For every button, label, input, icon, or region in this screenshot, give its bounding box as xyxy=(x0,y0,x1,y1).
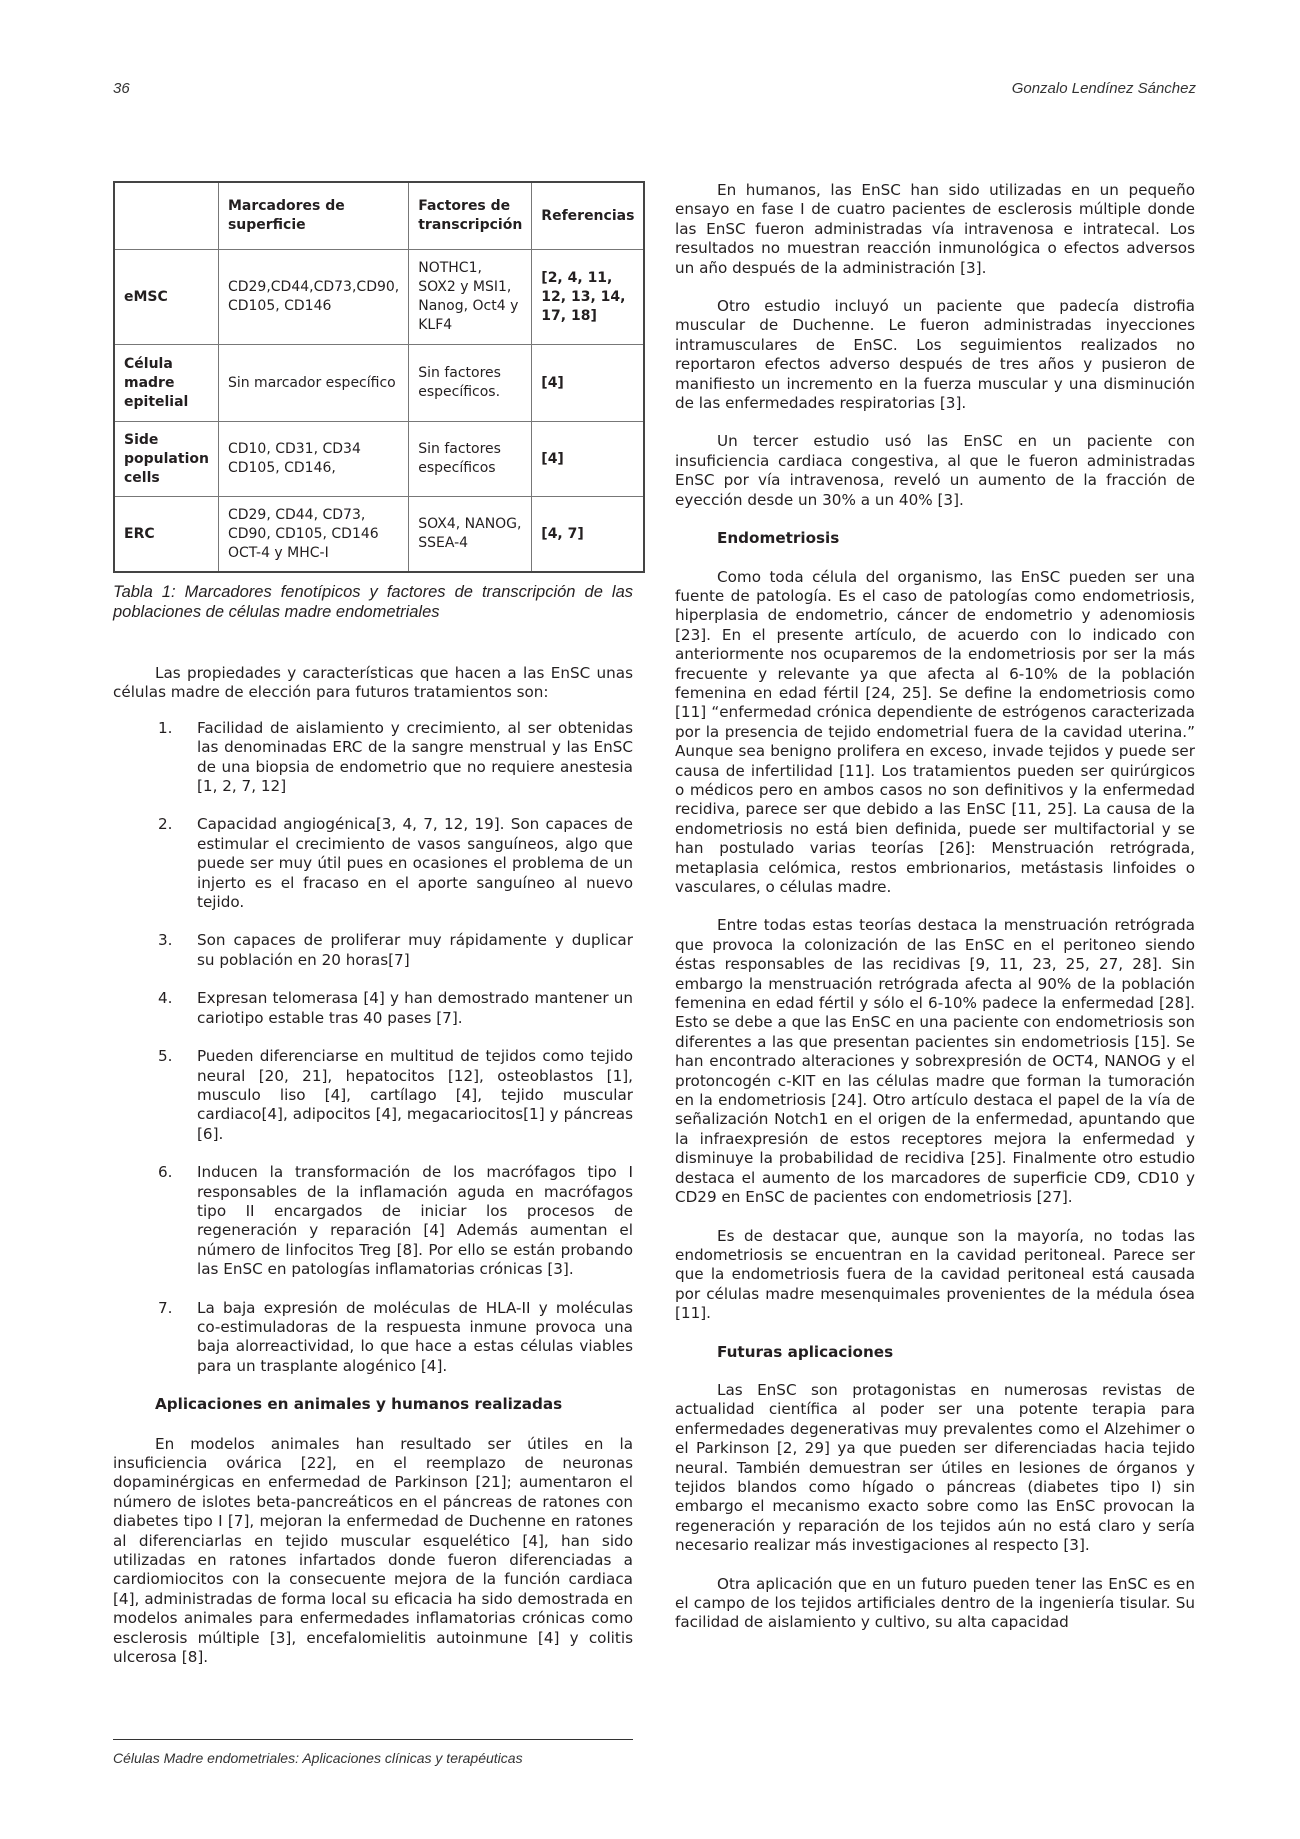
list-number: 7. xyxy=(158,1298,173,1317)
table-row xyxy=(114,497,644,573)
list-item-text: Facilidad de aislamiento y crecimiento, al ser obtenidas las denominadas ERC de la sangre menstrual y las EnSC de una biopsia de endometrio que no requiere anestesia [1, 2, 7, 12] xyxy=(197,718,633,796)
table-header-row xyxy=(114,182,644,250)
table-caption: Tabla 1: Marcadores fenotípicos y factores de transcripción de las poblaciones de células madre endometriales xyxy=(113,583,633,621)
table-cell: eMSC xyxy=(114,250,218,345)
table-cell: NOTHC1, SOX2 y MSI1, Nanog, Oct4 y KLF4 xyxy=(409,250,532,345)
page-number: 36 xyxy=(113,80,130,97)
list-item-text: Capacidad angiogénica[3, 4, 7, 12, 19]. Son capaces de estimular el crecimiento de vasos sanguíneos, algo que puede ser muy útil pues en ocasiones el problema de un injerto es el fracaso en el aporte sanguíneo al nuevo tejido. xyxy=(197,815,633,912)
table-cell: CD29,CD44,CD73,CD90, CD105, CD146 xyxy=(218,250,408,345)
running-footer: Células Madre endometriales: Aplicaciones clínicas y terapéuticas xyxy=(113,1750,523,1766)
section-heading-endometriosis: Endometriosis xyxy=(717,529,840,548)
table-cell: Sin marcador específico xyxy=(218,345,408,422)
list-item xyxy=(113,1163,633,1279)
list-item xyxy=(113,1047,633,1144)
table-header-cell: Factores de transcripción xyxy=(409,182,532,250)
list-number: 1. xyxy=(158,718,173,737)
markers-table xyxy=(113,181,645,573)
list-item-text: Inducen la transformación de los macrófagos tipo I responsables de la inflamación aguda en macrófagos tipo II encargados de iniciar los procesos de regeneración y reparación [4] Además aumentan el número de linfocitos Treg [8]. Por ello se están probando las EnSC en patologías inflamatorias crónicas [3]. xyxy=(197,1163,633,1279)
body-paragraph: Las EnSC son protagonistas en numerosas revistas de actualidad científica al poder ser una potente terapia para enfermedades degenerativas muy prevalentes como el Alzehimer o el Parkinson [2, 29] ya que pueden ser diferenciadas hacia tejido neural. También demuestran ser útiles en lesiones de órganos y tejidos blandos como hígado o páncreas (diabetes tipo I) sin embargo el mecanismo exacto sobre como las EnSC provocan la regeneración y reparación de los tejidos aún no está claro y sería necesario realizar más investigaciones al respecto [3]. xyxy=(675,1380,1195,1555)
list-item xyxy=(113,815,633,912)
body-paragraph: Es de destacar que, aunque son la mayoría, no todas las endometriosis se encuentran en la cavidad peritoneal. Parece ser que la endometriosis fuera de la cavidad peritoneal está causada por células madre mesenquimales provenientes de la médula ósea [11]. xyxy=(675,1226,1195,1323)
section-heading-future: Futuras aplicaciones xyxy=(717,1342,894,1361)
list-item xyxy=(113,719,633,797)
table-cell: Sin factores específicos. xyxy=(409,345,532,422)
table-cell: CD10, CD31, CD34 CD105, CD146, xyxy=(218,422,408,497)
table-cell: [4, 7] xyxy=(532,497,645,573)
table-cell: Side population cells xyxy=(114,422,218,497)
table-header-cell xyxy=(114,182,218,250)
list-number: 2. xyxy=(158,815,173,834)
table-cell: [4] xyxy=(532,422,645,497)
footer-divider xyxy=(113,1739,633,1740)
table-cell: [4] xyxy=(532,345,645,422)
table-header-cell: Marcadores de superficie xyxy=(218,182,408,250)
list-item-text: La baja expresión de moléculas de HLA-II y moléculas co-estimuladoras de la respuesta inmune provoca una baja alorreactividad, lo que hace a estas células viables para un trasplante alogénico [4]. xyxy=(197,1298,633,1375)
properties-list xyxy=(113,719,633,1376)
list-item xyxy=(113,989,633,1028)
body-paragraph: Como toda célula del organismo, las EnSC pueden ser una fuente de patología. Es el caso de patologías como endometriosis, hiperplasia de endometrio, cáncer de endometrio y adenomiosis [23]. En el presente artículo, de acuerdo con lo indicado con anteriormente nos ocuparemos de la endometriosis por ser la más frecuente y relevante ya que afecta al 6-10% de la población femenina en edad fértil [24, 25]. Se define la endometriosis como [11] “enfermedad crónica dependiente de estrógenos caracterizada por la presencia de tejido endometrial fuera de la cavidad uterina.” Aunque sea benigno prolifera en exceso, invade tejidos y puede ser causa de infertilidad [11]. Los tratamientos pueden ser quirúrgicos o médicos pero en ambos casos no son definitivos y la enfermedad recidiva, parece ser que debido a las EnSC [11, 25]. La causa de la endometriosis no está bien definida, puede ser multifactorial y se han postulado varias teorías [26]: Menstruación retrógrada, metaplasia celómica, restos embrionarios, metástasis linfoides o vasculares, o células madre. xyxy=(675,567,1195,896)
section-heading-applications: Aplicaciones en animales y humanos realizadas xyxy=(155,1395,563,1414)
table-cell: [2, 4, 11, 12, 13, 14, 17, 18] xyxy=(532,250,645,345)
list-number: 6. xyxy=(158,1163,173,1182)
list-item xyxy=(113,931,633,970)
table-cell: SOX4, NANOG, SSEA-4 xyxy=(409,497,532,573)
body-paragraph: Un tercer estudio usó las EnSC en un paciente con insuficiencia cardiaca congestiva, al que le fueron administradas EnSC por vía intravenosa, reveló un aumento de la fracción de eyección desde un 30% a un 40% [3]. xyxy=(675,432,1195,509)
list-number: 4. xyxy=(158,989,173,1008)
list-item-text: Expresan telomerasa [4] y han demostrado mantener un cariotipo estable tras 40 pases [7]. xyxy=(197,989,633,1027)
intro-paragraph: Las propiedades y características que hacen a las EnSC unas células madre de elección para futuros tratamientos son: xyxy=(113,664,633,702)
table-row xyxy=(114,422,644,497)
list-item-text: Son capaces de proliferar muy rápidamente y duplicar su población en 20 horas[7] xyxy=(197,931,633,969)
right-column xyxy=(675,181,1195,1633)
page-header xyxy=(113,80,1196,100)
list-number: 3. xyxy=(158,931,173,950)
list-item xyxy=(113,1299,633,1377)
table-cell: Sin factores específicos xyxy=(409,422,532,497)
table-cell: Célula madre epitelial xyxy=(114,345,218,422)
body-paragraph: Otro estudio incluyó un paciente que padecía distrofia muscular de Duchenne. Le fueron administradas inyecciones intramusculares de EnSC. Los seguimientos realizados no reportaron efectos adverso después de tres años y pusieron de manifiesto un incremento en la fuerza muscular y una disminución de las enfermedades respiratorias [3]. xyxy=(675,297,1195,413)
table-row xyxy=(114,345,644,422)
body-paragraph: Entre todas estas teorías destaca la menstruación retrógrada que provoca la colonización de las EnSC en el peritoneo siendo éstas responsables de las recidivas [9, 11, 23, 25, 27, 28]. Sin embargo la menstruación retrógrada afecta al 90% de la población femenina en edad fértil y sólo el 6-10% padece la enfermedad [28]. Esto se debe a que las EnSC en una paciente con endometriosis son diferentes a las que presentan pacientes sin endometriosis [15]. Se han encontrado alteraciones y sobrexpresión de OCT4, NANOG y el protoncogén c-KIT en las células madre que forman la tumoración en la endometriosis [24]. Otro artículo destaca el papel de la vía de señalización Notch1 en el origen de la enfermedad, apuntando que la infraexpresión de estos receptores mejora la enfermedad y disminuye la probabilidad de recidiva [25]. Finalmente otro estudio destaca el aumento de los marcadores de superficie CD9, CD10 y CD29 en EnSC de pacientes con endometriosis [27]. xyxy=(675,916,1195,1207)
running-author: Gonzalo Lendínez Sánchez xyxy=(1011,80,1196,97)
table-cell: CD29, CD44, CD73, CD90, CD105, CD146 OCT-4 y MHC-I xyxy=(218,497,408,573)
body-paragraph: Otra aplicación que en un futuro pueden tener las EnSC es en el campo de los tejidos artificiales dentro de la ingeniería tisular. Su facilidad de aislamiento y cultivo, su alta capacidad xyxy=(675,1574,1195,1632)
applications-paragraph: En modelos animales han resultado ser útiles en la insuficiencia ovárica [22], en el reemplazo de neuronas dopaminérgicas en enfermedad de Parkinson [21]; aumentaron el número de islotes beta-pancreáticos en el páncreas de ratones con diabetes tipo I [7], mejoran la enfermedad de Duchenne en ratones al diferenciarlas en tejido muscular esquelético [4], han sido utilizadas en ratones infartados donde fueron diferenciadas a cardiomiocitos con la consecuente mejora de la función cardiaca [4], administradas de forma local su eficacia ha sido demostrada en modelos animales para enfermedades inflamatorias crónicas como esclerosis múltiple [3], encefalomielitis autoinmune [4] y colitis ulcerosa [8]. xyxy=(113,1434,633,1667)
body-paragraph: En humanos, las EnSC han sido utilizadas en un pequeño ensayo en fase I de cuatro pacientes de esclerosis múltiple donde las EnSC fueron administradas vía intravenosa e intratecal. Los resultados no muestran reacción inmunológica o efectos adversos un año después de la administración [3]. xyxy=(675,181,1195,277)
left-column xyxy=(113,181,633,1667)
list-number: 5. xyxy=(158,1047,173,1066)
table-header-cell: Referencias xyxy=(532,182,645,250)
table-cell: ERC xyxy=(114,497,218,573)
list-item-text: Pueden diferenciarse en multitud de tejidos como tejido neural [20, 21], hepatocitos [12], osteoblastos [1], musculo liso [4], cartílago [4], tejido muscular cardiaco[4], adipocitos [4], megacariocitos[1] y páncreas [6]. xyxy=(197,1047,633,1143)
table-row xyxy=(114,250,644,345)
